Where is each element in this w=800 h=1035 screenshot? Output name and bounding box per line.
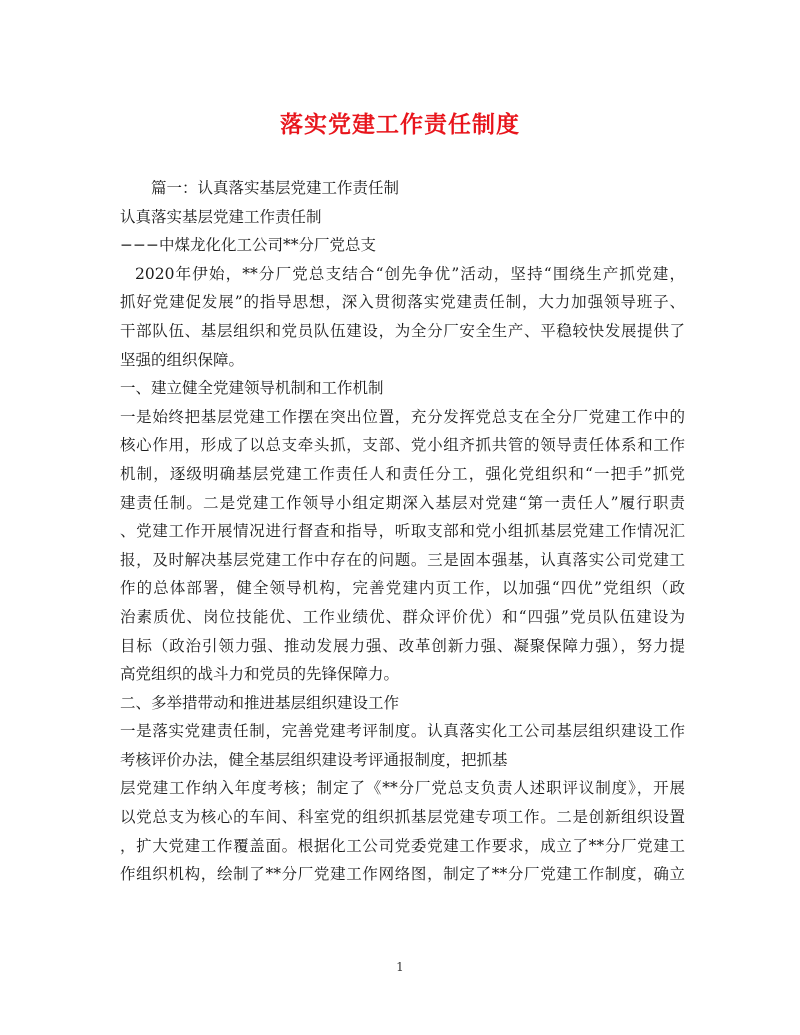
text-line: −−−中煤龙化化工公司**分厂党总支 xyxy=(120,236,376,255)
text-line: 一、建立健全党建领导机制和工作机制 xyxy=(120,379,384,398)
text-line: ，扩大党建工作覆盖面。根据化工公司党委党建工作要求，成立了**分厂党建工 xyxy=(120,836,685,855)
text-line: 抓好党建促发展”的指导思想，深入贯彻落实党建责任制，大力加强领导班子、 xyxy=(120,293,685,312)
text-line: 机制，逐级明确基层党建工作责任人和责任分工，强化党组织和“一把手”抓党 xyxy=(120,464,685,483)
text-line: 治素质优、岗位技能优、工作业绩优、群众评价优）和“四强”党员队伍建设为 xyxy=(120,607,685,626)
text-line: 认真落实基层党建工作责任制 xyxy=(120,207,322,226)
text-line: 考核评价办法，健全基层组织建设考评通报制度，把抓基 xyxy=(120,750,508,769)
text-line: 2020年伊始，**分厂党总支结合“创先争优”活动，坚持“围绕生产抓党建， xyxy=(135,264,685,283)
text-line: 报，及时解决基层党建工作中存在的问题。三是固本强基，认真落实公司党建工 xyxy=(120,550,685,569)
text-line: 层党建工作纳入年度考核；制定了《**分厂党总支负责人述职评议制度》，开展 xyxy=(120,779,685,798)
text-line: 以党总支为核心的车间、科室党的组织抓基层党建专项工作。二是创新组织设置 xyxy=(120,808,685,827)
text-line: 坚强的组织保障。 xyxy=(120,350,245,369)
text-line: 干部队伍、基层组织和党员队伍建设，为全分厂安全生产、平稳较快发展提供了 xyxy=(120,321,685,340)
text-line: 一是始终把基层党建工作摆在突出位置，充分发挥党总支在全分厂党建工作中的 xyxy=(120,407,685,426)
document-body xyxy=(120,174,685,889)
text-line: 篇一：认真落实基层党建工作责任制 xyxy=(151,179,400,197)
text-line: 高党组织的战斗力和党员的先锋保障力。 xyxy=(120,665,400,684)
text-line: 建责任制。二是党建工作领导小组定期深入基层对党建“第一责任人”履行职责 xyxy=(120,493,685,512)
text-line: 作的总体部署，健全领导机构，完善党建内页工作，以加强“四优”党组织（政 xyxy=(120,579,685,598)
text-line: 一是落实党建责任制，完善党建考评制度。认真落实化工公司基层组织建设工作 xyxy=(120,722,685,741)
text-line: 核心作用，形成了以总支牵头抓，支部、党小组齐抓共管的领导责任体系和工作 xyxy=(120,436,685,455)
document-title: 落实党建工作责任制度 xyxy=(280,111,520,138)
text-line: 目标（政治引领力强、推动发展力强、改革创新力强、凝聚保障力强），努力提 xyxy=(120,636,685,655)
text-line: 二、多举措带动和推进基层组织建设工作 xyxy=(120,693,400,712)
page-number: 1 xyxy=(396,960,404,974)
text-line: 作组织机构，绘制了**分厂党建工作网络图，制定了**分厂党建工作制度，确立 xyxy=(120,865,685,884)
text-line: 、党建工作开展情况进行督查和指导，听取支部和党小组抓基层党建工作情况汇 xyxy=(120,522,685,541)
